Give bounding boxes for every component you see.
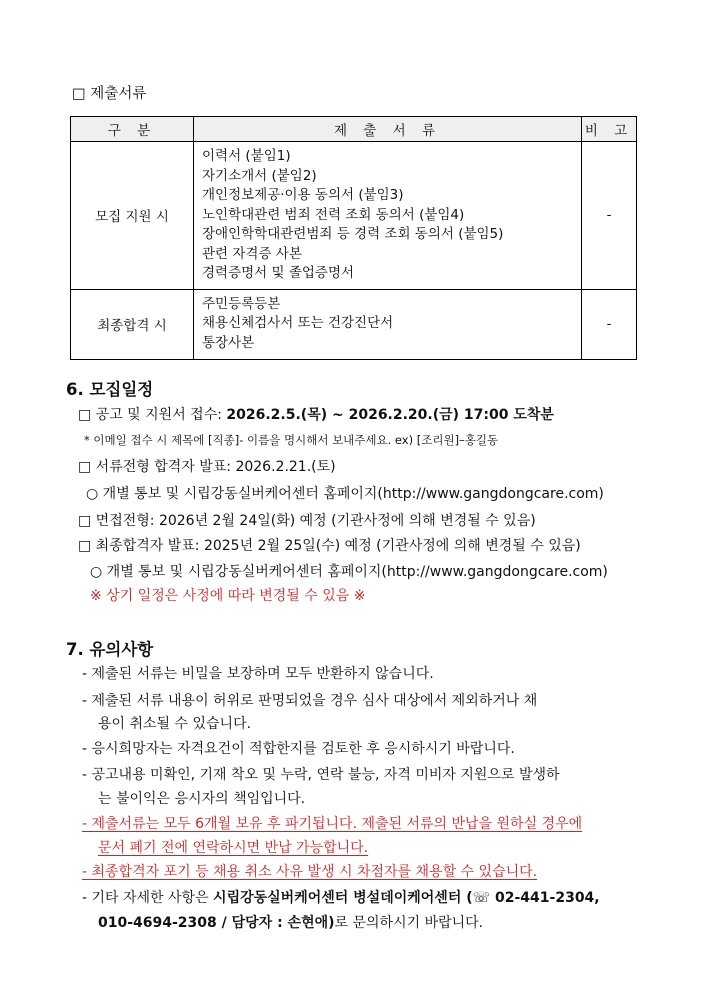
note-item-continued: 는 불이익은 응시자의 책임입니다. [98,791,306,807]
document-item: 노인학대관련 범죄 전력 조회 동의서 (붙임4) [202,206,465,223]
note-item-continued: 용이 취소될 수 있습니다. [98,716,252,732]
application-line [78,404,554,424]
document-item: 이력서 (붙임1) [202,148,291,164]
final-result-notice: ○ 개별 통보 및 시립강동실버케어센터 홈페이지(http://www.gangdongcare.com) [90,564,608,580]
row-category: 모집 지원 시 [71,142,194,290]
note-item: - 제출된 서류는 비밀을 보장하며 모두 반환하지 않습니다. [82,666,434,682]
contact-prefix: - 기타 자세한 사항은 [82,890,214,906]
notes-title: 7. 유의사항 [66,640,154,659]
submit-docs-heading: □ 제출서류 [72,86,147,102]
contact-suffix: 로 문의하시기 바랍니다. [334,915,484,931]
cancellation-note: - 최종합격자 포기 등 채용 취소 사유 발생 시 차점자를 채용할 수 있습니다. [82,864,538,880]
header-documents: 제 출 서 류 [194,117,582,142]
interview-schedule: □ 면접전형: 2026년 2월 24일(화) 예정 (기관사정에 의해 변경될 수 있음) [78,513,536,529]
note-item: - 응시희망자는 자격요건이 적합한지를 검토한 후 응시하시기 바랍니다. [82,741,515,757]
document-item: 자기소개서 (붙임2) [202,167,317,184]
row-note: - [582,142,637,290]
retention-note-continued: 문서 폐기 전에 연락하시면 반납 가능합니다. [98,840,369,856]
doc-result-notice: ○ 개별 통보 및 시립강동실버케어센터 홈페이지(http://www.gangdongcare.com) [86,486,604,502]
row-note: - [582,289,637,359]
contact-line [82,887,600,907]
document-item: 경력증명서 및 졸업증명서 [202,265,355,281]
document-item: 채용신체검사서 또는 건강진단서 [202,315,394,332]
change-warning: ※ 상기 일정은 사정에 따라 변경될 수 있음 ※ [90,588,366,604]
header-category: 구 분 [71,117,194,142]
table-row [71,142,637,290]
table-header-row [71,117,637,142]
contact-line-continued [98,912,483,932]
header-note: 비 고 [582,117,637,142]
document-item: 통장사본 [202,334,255,351]
document-item: 장애인학학대관련범죄 등 경력 조회 동의서 (붙임5) [202,226,504,242]
row-documents [194,142,582,290]
final-result: □ 최종합격자 발표: 2025년 2월 25일(수) 예정 (기관사정에 의해 변경될 수 있음) [78,538,581,554]
document-item: 관련 자격증 사본 [202,245,302,262]
application-label: □ 공고 및 지원서 접수: [78,407,227,423]
note-item: - 공고내용 미확인, 기재 착오 및 누락, 연락 불능, 자격 미비자 지원으로 발생하 [82,767,560,783]
contact-phone-person: 010-4694-2308 / 담당자 : 손현애) [98,915,335,931]
note-item: - 제출된 서류 내용이 허위로 판명되었을 경우 심사 대상에서 제외하거나 채 [82,693,538,709]
table-row [71,289,637,359]
email-note: * 이메일 접수 시 제목에 [직종]- 이름을 명시해서 보내주세요. ex) [조리원]–홍길동 [84,433,499,447]
contact-organization: 시립강동실버케어센터 병설데이케어센터 (☏ 02-441-2304, [213,890,600,906]
document-item: 개인정보제공·이용 동의서 (붙임3) [202,187,404,203]
row-category: 최종합격 시 [71,289,194,359]
row-documents [194,289,582,359]
retention-note: - 제출서류는 모두 6개월 보유 후 파기됩니다. 제출된 서류의 반납을 원하실 경우에 [82,816,583,832]
application-period: 2026.2.5.(목) ~ 2026.2.20.(금) 17:00 도착분 [226,407,554,423]
doc-result: □ 서류전형 합격자 발표: 2026.2.21.(토) [78,459,336,475]
schedule-title: 6. 모집일정 [66,380,154,399]
document-item: 주민등록등본 [202,295,281,312]
submit-docs-table [70,116,637,360]
